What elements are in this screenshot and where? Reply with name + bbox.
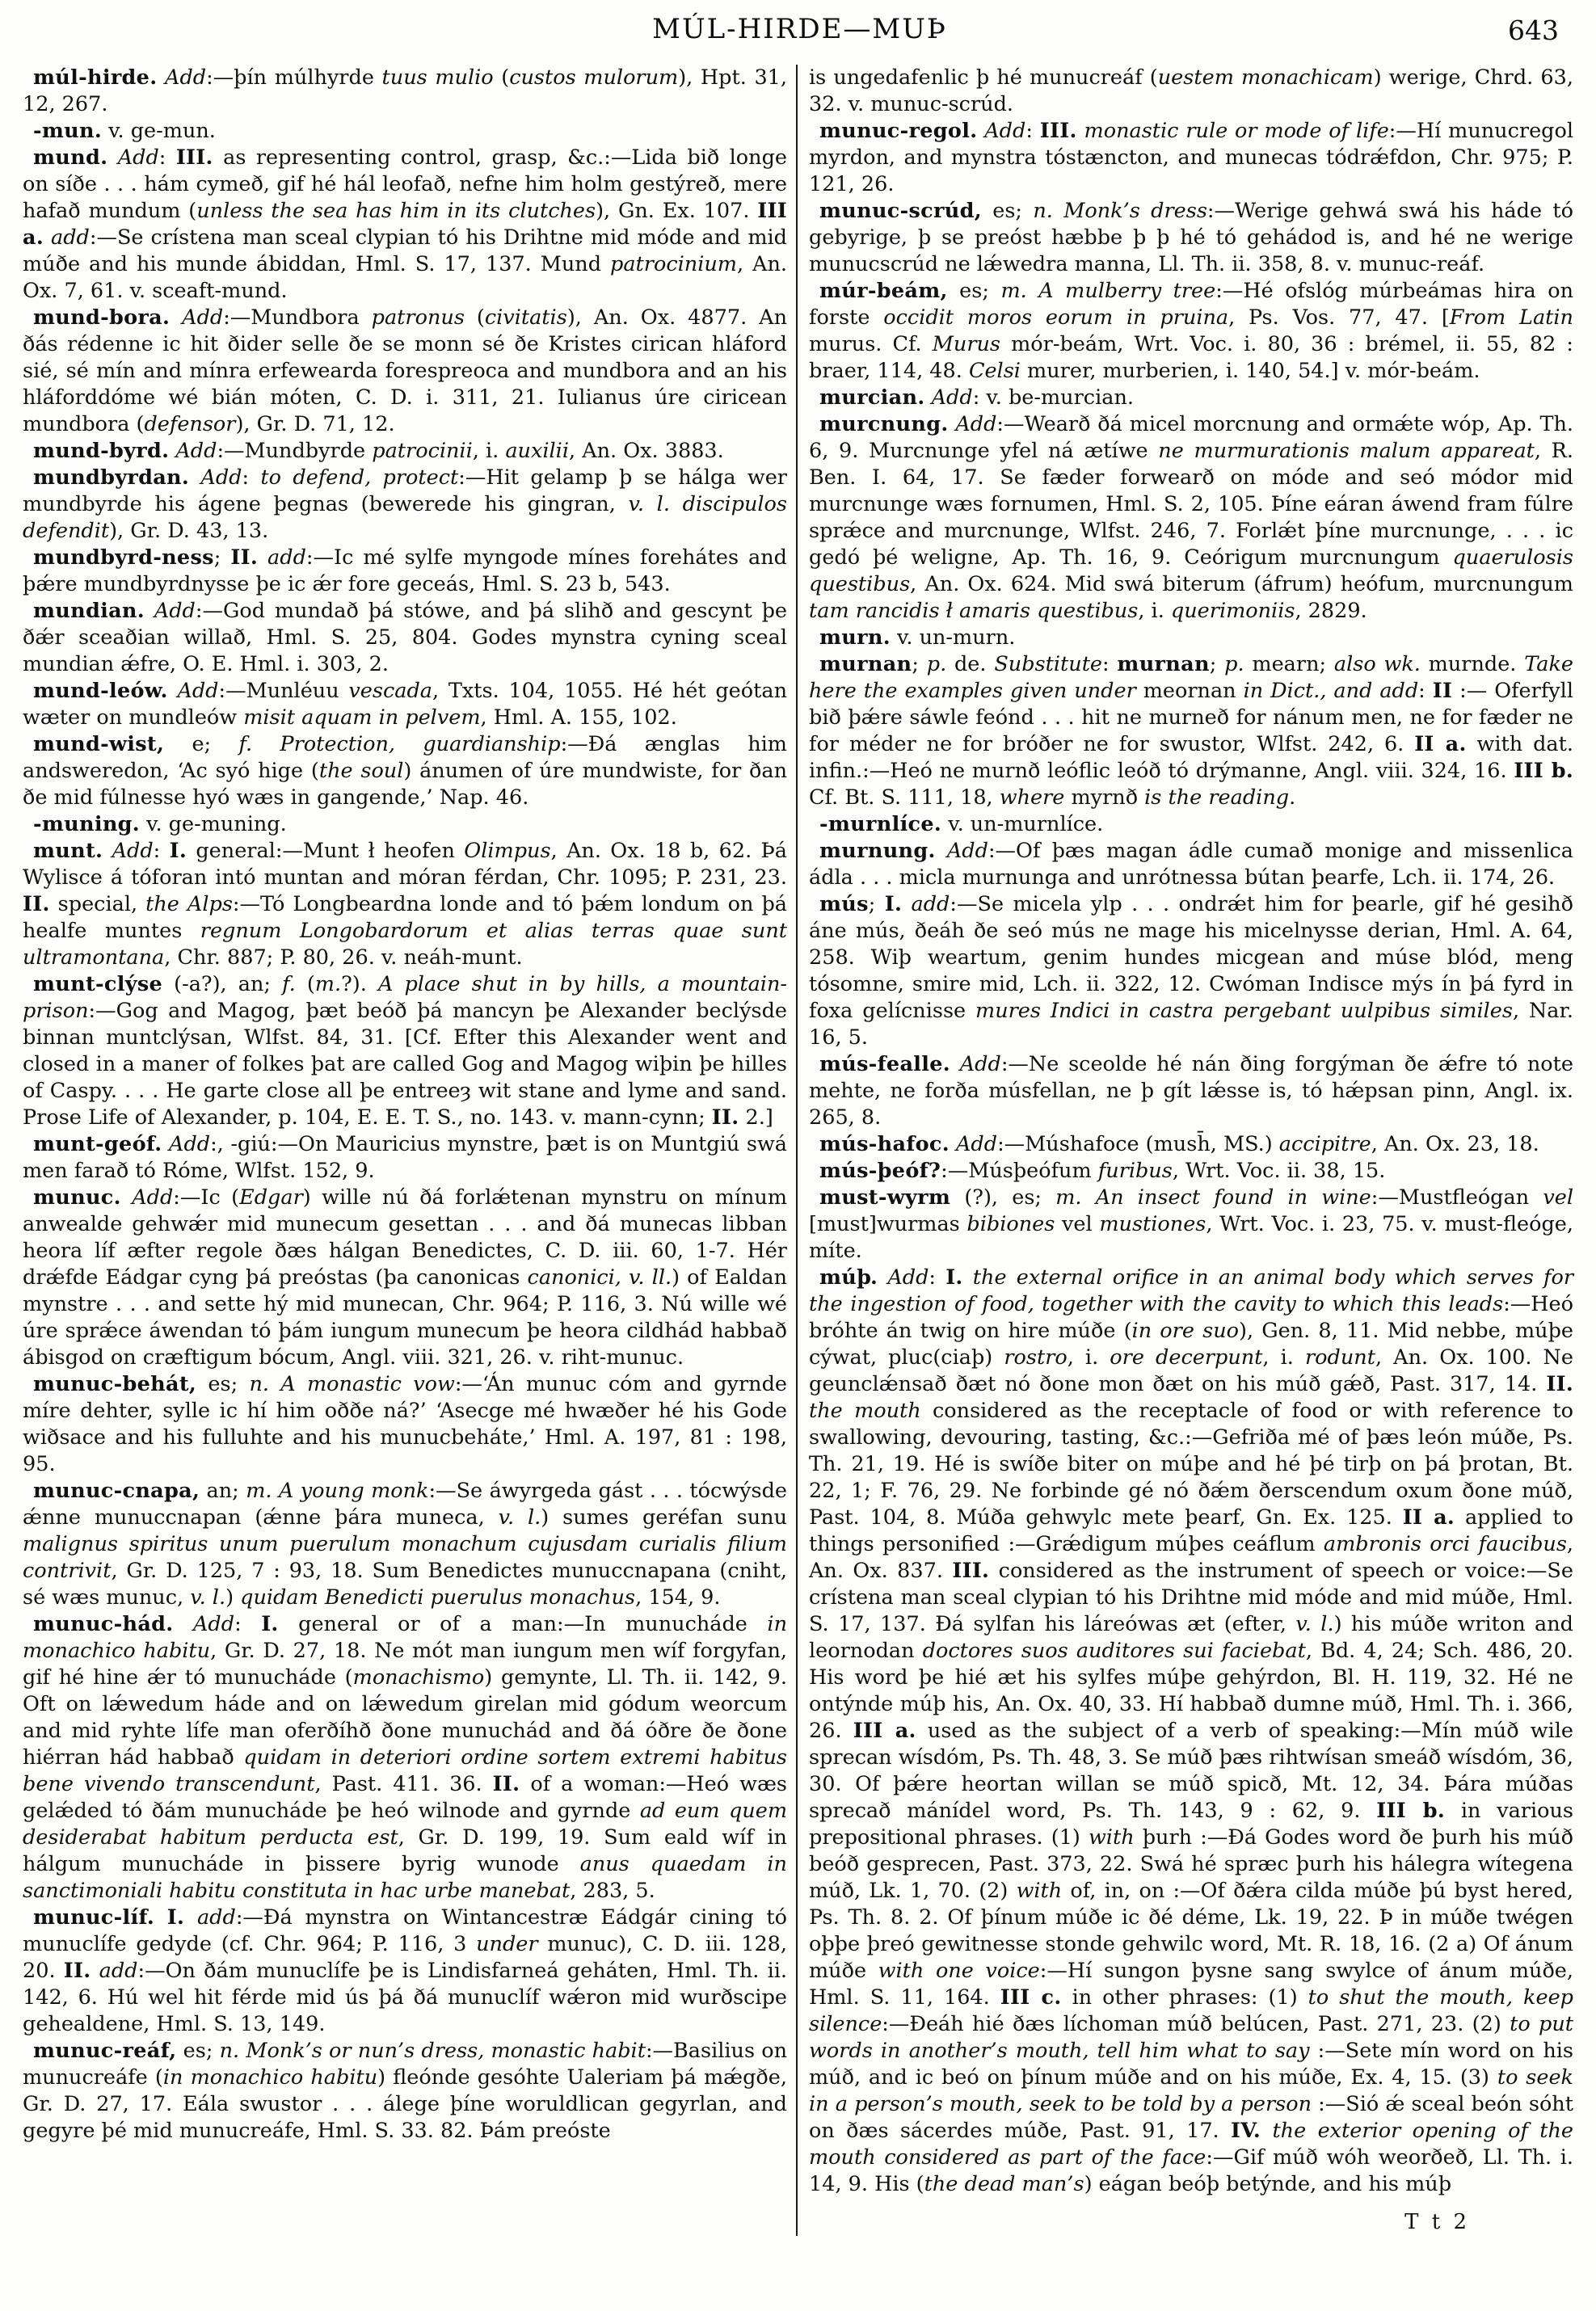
dictionary-entry: múl-hirde. Add:—þín múlhyrde tuus mulio (custos mulorum), Hpt. 31, 12, 267. (23, 65, 787, 116)
dictionary-entry: munuc-reáf, es; n. Monk’s or nun’s dress, monastic habit:—Basilius on munucreáfe (in monachico habitu) fleónde gesóhte Ualeriam þá mǽgðe, Gr. D. 27, 17. Eála swustor . . . álege þíne woruldlican gegyrlan, and gegyre þé mid munucreáfe, Hml. S. 33. 82. Þám preóste (23, 2039, 788, 2143)
printer-signature: T t 2 (1404, 2210, 1470, 2234)
dictionary-entry: mundbyrd-ness; II. add:—Ic mé sylfe myngode mínes forehátes and þǽre mundbyrdnysse þe ic ǽr fore geceás, Hml. S. 23 b, 543. (23, 545, 788, 596)
dictionary-entry: mund-leów. Add:—Munléuu vescada, Txts. 104, 1055. Hé hét geótan wæter on mundleów misit aquam in pelvem, Hml. A. 155, 102. (23, 679, 788, 730)
dictionary-entry: -muning. v. ge-muning. (33, 812, 287, 836)
dictionary-entry: murcian. Add: v. be-murcian. (819, 385, 1134, 410)
dictionary-entry: munuc-behát, es; n. A monastic vow:—‘Án munuc cóm and gyrnde míre dehter, sylle ic hí him oððe ná?’ ‘Asecge mé hwæðer hé his Gode wiðsace and his fulluhte and his munucbeháte,’ Hml. A. 197, 81 : 198, 95. (23, 1372, 787, 1476)
page-title: MÚL-HIRDE—MUÞ (652, 13, 947, 45)
dictionary-entry: murn. v. un-murn. (819, 625, 1016, 650)
dictionary-entry: munt-geóf. Add:, -giú:—On Mauricius mynstre, þæt is on Muntgiú swá men farað tó Róme, Wlfst. 152, 9. (23, 1132, 787, 1183)
text-columns (23, 65, 1577, 2236)
dictionary-entry: mús; I. add:—Se micela ylp . . . ondrǽt him for þearle, gif hé gesihð áne mús, ðeáh ðe seó mús ne mage his micelnysse derian, Hml. A. 64, 258. Wiþ weartum, genim hundes micgean and múse blód, meng tósomne, smire mid, Lch. ii. 322, 12. Cwóman Indisce mýs ín þá fyrd in foxa gelícnisse mures Indici in castra pergebant uulpibus similes, Nar. 16, 5. (809, 892, 1574, 1050)
dictionary-entry: munuc-líf. I. add:—Ðá mynstra on Wintancestræ Eádgár cining tó munuclífe gedyde (cf. Chr. 964; P. 116, 3 under munuc), C. D. iii. 128, 20. II. add:—On ðám munuclífe þe is Lindisfarneá geháten, Hml. Th. ii. 142, 6. Hú wel hit férde mid ús þá ðá munuclíf wǽron mid wurðscipe gehealdene, Hml. S. 13, 149. (23, 1905, 788, 2036)
page-number: 643 (1508, 15, 1559, 46)
dictionary-entry: munuc-scrúd, es; n. Monk’s dress:—Werige gehwá swá his háde tó gebyrige, þ se preóst hæbbe þ þ hé tó gehádod is, and hé ne werige munucscrúd ne lǽwedra manna, Ll. Th. ii. 358, 8. v. munuc-reáf. (809, 199, 1574, 276)
dictionary-entry: munuc-cnapa, an; m. A young monk:—Se áwyrgeda gást . . . tócwýsde ǽnne munuccnapan (ǽnne þára muneca, v. l.) sumes geréfan sunu malignus spiritus unum puerulum monachum cujusdam curialis filium contrivit, Gr. D. 125, 7 : 93, 18. Sum Benedictes munuccnapana (cniht, sé wæs munuc, v. l.) quidam Benedicti puerulus monachus, 154, 9. (23, 1479, 788, 1610)
dictionary-entry: munuc-regol. Add: III. monastic rule or mode of life:—Hí munucregol myrdon, and mynstra tóstæncton, and munecas tódrǽfdon, Chr. 975; P. 121, 26. (809, 119, 1573, 196)
entry-continuation: is ungedafenlic þ hé munucreáf (uestem monachicam) werige, Chrd. 63, 32. v. munuc-scrúd. (809, 65, 1573, 116)
right-column (809, 65, 1573, 2236)
dictionary-entry: mund-wist, e; f. Protection, guardianship:—Ðá ænglas him andsweredon, ‘Ac syó hige (the soul) ánumen of úre mundwiste, for ðan ðe mid fúlnesse hyó wæs in gangende,’ Nap. 46. (23, 732, 788, 810)
dictionary-entry: mund. Add: III. as representing control, grasp, &c.:—Lida bið longe on síðe . . . hám cymeð, gif hé hál leofað, nefne him holm gestýreð, mere hafað mundum (unless the sea has him in its clutches), Gn. Ex. 107. III a. add:—Se crístena man sceal clypian tó his Drihtne mid móde and mid múðe and his munde ábiddan, Hml. S. 17, 137. Mund patrocinium, An. Ox. 7, 61. v. sceaft-mund. (23, 145, 787, 303)
page-header (23, 11, 1577, 53)
dictionary-entry: mús-fealle. Add:—Ne sceolde hé nán ðing forgýman ðe ǽfre tó note mehte, ne forða músfellan, ne þ gít lǽsse is, tó hǽpsan pinn, Angl. ix. 265, 8. (809, 1052, 1573, 1130)
dictionary-entry: mund-bora. Add:—Mundbora patronus (civitatis), An. Ox. 4877. An ðás rédenne ic hit ðider selle ðe se monn sé ðe Kristes cirican hláford sié, sé mín and mínra erfewearda forespreoca and mundbora and an his hláforddóme wé bián móten, C. D. i. 311, 21. Iulianus úre ciricean mundbora (defensor), Gr. D. 71, 12. (23, 305, 788, 436)
dictionary-entry: mundian. Add:—God mundað þá stówe, and þá slihð and gescynt þe ðǽr sceaðian willað, Hml. S. 25, 804. Godes mynstra cyning sceal mundian ǽfre, O. E. Hml. i. 303, 2. (23, 599, 787, 676)
dictionary-entry: mús-þeóf?:—Músþeófum furibus, Wrt. Voc. ii. 38, 15. (819, 1159, 1386, 1183)
dictionary-entry: múr-beám, es; m. A mulberry tree:—Hé ofslóg múrbeámas hira on forste occidit moros eorum in pruina, Ps. Vos. 77, 47. [From Latin murus. Cf. Murus mór-beám, Wrt. Voc. i. 80, 36 : brémel, ii. 55, 82 : braer, 114, 48. Celsi murer, murberien, i. 140, 54.] v. mór-beám. (809, 279, 1573, 383)
left-column (23, 65, 787, 2236)
dictionary-entry: -murnlíce. v. un-murnlíce. (819, 812, 1104, 836)
dictionary-entry: murnung. Add:—Of þæs magan ádle cumað monige and missenlica ádla . . . micla murnunga and unrótnessa bútan þearfe, Lch. ii. 174, 26. (809, 839, 1573, 890)
dictionary-entry: múþ. Add: I. the external orifice in an animal body which serves for the ingestion of food, together with the cavity to which this leads:—Heó bróhte án twig on hire múðe (in ore suo), Gen. 8, 11. Mid nebbe, múþe cýwat, pluc(ciaþ) rostro, i. ore decerpunt, i. rodunt, An. Ox. 100. Ne geunclǽnsað ðæt nó ðone mon ðæt on his múð gǽð, Past. 317, 14. II. the mouth considered as the receptacle of food or with reference to swallowing, devouring, tasting, &c.:—Gefriða mé of þæs león múðe, Ps. Th. 21, 19. Hé is swíðe biter on múþe and hé þé tirþ on þá þrotan, Bt. 22, 1; F. 76, 29. Ne forbinde gé nó ðǽm ðerscendum oxum ðone múð, Past. 104, 8. Múða gehwylc mete þearf, Gn. Ex. 125. II a. applied to things personified :—Grǽdigum múþes ceáflum ambronis orci faucibus, An. Ox. 837. III. considered as the instrument of speech or voice:—Se crístena man sceal clypian tó his Drihtne mid móde and mid múðe, Hml. S. 17, 137. Ðá sylfan his láreówas æt (efter, v. l.) his múðe writon and leornodan doctores suos auditores sui faciebat, Bd. 4, 24; Sch. 486, 20. His word þe hié æt his sylfes múþe gehýrdon, Bl. H. 119, 32. Hé ne ontýnde múþ his, An. Ox. 40, 33. Hí habbað dumne múð, Hml. Th. i. 366, 26. III a. used as the subject of a verb of speaking:—Mín múð wile sprecan wísdóm, Ps. Th. 48, 3. Se múð þæs rihtwísan smeáð wísdóm, 36, 30. Of þǽre heortan willan se múð spicð, Mt. 12, 34. Þára múðas sprecað mánídel word, Ps. Th. 143, 9 : 62, 9. III b. in various prepositional phrases. (1) with þurh :—Ðá Godes word ðe þurh his múð beóð gesprecen, Past. 373, 22. Swá hé spræc þurh his hálegra wítegena múð, Lk. 1, 70. (2) with of, in, on :—Of ðǽra cilda múðe þú byst hered, Ps. Th. 8. 2. Of þínum múðe ic ðé déme, Lk. 19, 22. Þ in múðe twégen oþþe þreó gewitnesse stonde gehwilc word, Mt. R. 18, 16. (2 a) Of ánum múðe with one voice:—Hí sungon þysne sang swylce of ánum múðe, Hml. S. 11, 164. III c. in other phrases: (1) to shut the mouth, keep silence:—Ðeáh hié ðæs líchoman múð belúcen, Past. 271, 23. (2) to put words in another’s mouth, tell him what to say :—Sete mín word on his múð, and ic beó on þínum múðe and on his múðe, Ex. 4, 15. (3) to seek in a person’s mouth, seek to be told by a person :—Sió ǽ sceal beón sóht on ðæs sácerdes múðe, Past. 91, 17. IV. the exterior opening of the mouth considered as part of the face:—Gif múð wóh weorðeð, Ll. Th. i. 14, 9. His (the dead man’s) eágan beóþ betýnde, and his múþ (809, 1265, 1574, 2196)
dictionary-entry: munuc-hád. Add: I. general or of a man:—In munucháde in monachico habitu, Gr. D. 27, 18. Ne mót man iungum men wíf forgyfan, gif hé hine ǽr tó munucháde (monachismo) gemynte, Ll. Th. ii. 142, 9. Oft on lǽwedum háde and on lǽwedum girelan mid gódum weorcum and mid ryhte lífe man oferðíhð ðone munuchád and ðá óðre ðe ðone hiérran hád habbað quidam in deteriori ordine sortem extremi habitus bene vivendo transcendunt, Past. 411. 36. II. of a woman:—Heó wæs gelǽded tó ðám munucháde þe heó wilnode and gyrnde ad eum quem desiderabat habitum perducta est, Gr. D. 199, 19. Sum eald wíf in hálgum munucháde in þissere byrig wunode anus quaedam in sanctimoniali habitu constituta in hac urbe manebat, 283, 5. (23, 1612, 788, 1903)
dictionary-entry: munt-clýse (-a?), an; f. (m.?). A place shut in by hills, a mountain-prison:—Gog and Magog, þæt beóð þá mancyn þe Alexander beclýsde binnan muntclýsan, Wlfst. 84, 31. [Cf. Efter this Alexander went and closed in a maner of folkes þat are called Gog and Magog wiþin þe hilles of Caspy. . . . He garte close all þe entreeȝ wit stane and lyme and sand. Prose Life of Alexander, p. 104, E. E. T. S., no. 143. v. mann-cynn; II. 2.] (23, 972, 787, 1130)
dictionary-entry: murcnung. Add:—Wearð ðá micel morcnung and ormǽte wóp, Ap. Th. 6, 9. Murcnunge yfel ná ætíwe ne murmurationis malum appareat, R. Ben. I. 64, 17. Se fæder forwearð on móde and seó módor mid murcnunge wæs fornumen, Hml. S. 2, 105. Þíne eáran áwend fram fúlre sprǽce and murcnunge, Wlfst. 246, 7. Forlǽt þíne murcnunge, . . . ic gedó þé weligne, Ap. Th. 16, 9. Ceórigum murcnungum quaerulosis questibus, An. Ox. 624. Mid swá biterum (áfrum) heófum, murcnungum tam rancidis ł amaris questibus, i. querimoniis, 2829. (809, 412, 1574, 623)
dictionary-entry: -mun. v. ge-mun. (33, 119, 216, 143)
dictionary-entry: murnan; p. de. Substitute: murnan; p. mearn; also wk. murnde. Take here the examples given under meornan in Dict., and add: II :— Oferfyll bið þǽre sáwle feónd . . . hit ne murneð for nánum men, ne for fæder ne for méder ne for bróðer ne for swustor, Wlfst. 242, 6. II a. with dat. infin.:—Heó ne murnð leóflic leóð tó drýmanne, Angl. viii. 324, 16. III b. Cf. Bt. S. 111, 18, where myrnð is the reading. (809, 652, 1574, 810)
dictionary-entry: munt. Add: I. general:—Munt ł heofen Olimpus, An. Ox. 18 b, 62. Þá Wylisce á tóforan intó muntan and móran férdan, Chr. 1095; P. 231, 23. II. special, the Alps:—Tó Longbeardna londe and tó þǽm londum on þá healfe muntes regnum Longobardorum et alias terras quae sunt ultramontana, Chr. 887; P. 80, 26. v. neáh-munt. (23, 839, 787, 970)
column-divider (796, 65, 798, 2236)
dictionary-entry: mús-hafoc. Add:—Múshafoce (mush̄, MS.) accipitre, An. Ox. 23, 18. (819, 1132, 1539, 1156)
dictionary-entry: mund-byrd. Add:—Mundbyrde patrocinii, i. auxilii, An. Ox. 3883. (33, 439, 724, 463)
dictionary-entry: must-wyrm (?), es; m. An insect found in wine:—Mustfleógan vel [must]wurmas bibiones vel mustiones, Wrt. Voc. i. 23, 75. v. must-fleóge, míte. (809, 1185, 1573, 1263)
dictionary-entry: mundbyrdan. Add: to defend, protect:—Hit gelamp þ se hálga wer mundbyrde his ágene þegnas (bewerede his gingran, v. l. discipulos defendit), Gr. D. 43, 13. (23, 465, 788, 543)
dictionary-entry: munuc. Add:—Ic (Edgar) wille nú ðá forlǽtenan mynstru on mínum anwealde gehwǽr mid munecum gesettan . . . and ðá munecas libban heora líf æfter regole ðæs hálgan Benedictes, C. D. iii. 60, 1-7. Hér drǽfde Eádgar cyng þá preóstas (þa canonicas canonici, v. ll.) of Ealdan mynstre . . . and sette hý mid munecan, Chr. 964; P. 116, 3. Nú wille wé úre sprǽce áwendan tó þám iungum munecum þe heora cildhád habbað ábisgod on cræftigum bócum, Angl. viii. 321, 26. v. riht-munuc. (23, 1185, 787, 1370)
